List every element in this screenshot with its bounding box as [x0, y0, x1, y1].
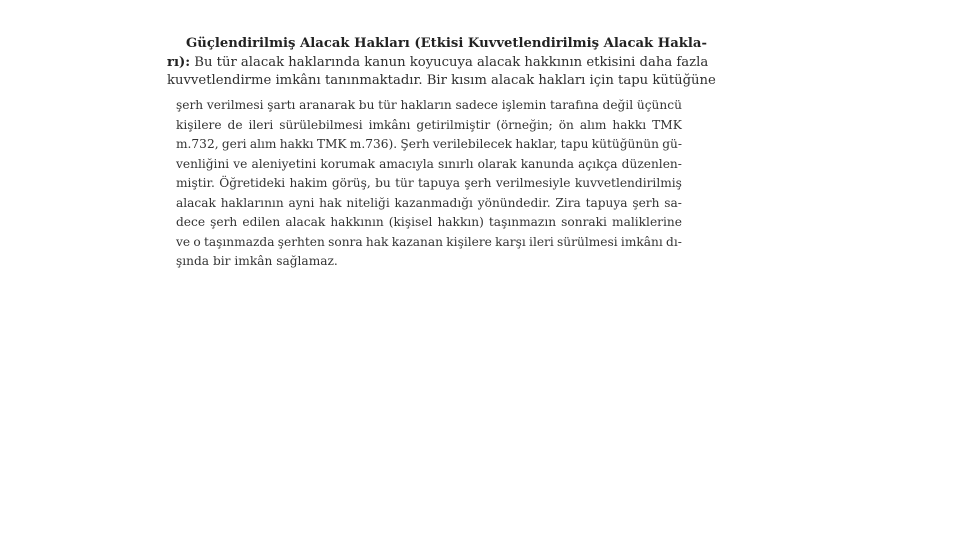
body-word: görüş, — [331, 176, 371, 190]
body-word: Öğretideki — [219, 176, 286, 190]
body-word: Şerh — [400, 137, 430, 151]
body-word: şerh — [632, 195, 660, 210]
body-word: miştir. — [176, 176, 215, 190]
body-word: imkân — [234, 254, 277, 268]
body-word: hakkının — [330, 215, 384, 229]
body-word: ayni — [288, 195, 315, 210]
body-word: venliğini — [176, 156, 230, 171]
body-line — [176, 155, 682, 175]
body-word: ve — [233, 156, 248, 171]
body-word: kişilere — [176, 117, 222, 132]
body-word: tarafına — [550, 98, 599, 112]
body-word: (örneğin; — [496, 117, 553, 132]
body-line — [176, 194, 682, 214]
body-word: dece — [176, 215, 206, 229]
body-word: düzenlen- — [621, 156, 682, 171]
body-word: Zira — [555, 195, 581, 210]
intro-line-2-text: Bu tür alacak haklarında kanun koyucuya alacak hakkının etkisini daha fazla — [190, 54, 709, 70]
body-word: işlemin — [501, 98, 547, 112]
body-word: tapu — [560, 137, 589, 151]
body-word: de — [227, 117, 243, 132]
body-word: dı- — [666, 234, 682, 249]
body-word: hak — [319, 195, 342, 210]
body-word: yönündedir. — [477, 195, 551, 210]
body-word: şında — [176, 254, 213, 268]
body-word: korumak — [320, 156, 375, 171]
body-word: sonraki — [561, 215, 607, 229]
body-word: o — [193, 234, 201, 249]
body-word: açıkça — [578, 156, 618, 171]
body-word: tür — [378, 98, 397, 112]
intro-paragraph — [167, 35, 716, 91]
body-word: sadece — [455, 98, 499, 112]
body-line — [176, 116, 682, 136]
body-word: m.732, — [176, 137, 219, 151]
body-word: kuvvetlendirilmiş — [574, 176, 682, 190]
body-word: ve — [176, 234, 191, 249]
body-word: TMK — [652, 117, 682, 132]
body-word: gü- — [662, 137, 682, 151]
body-line — [176, 135, 682, 155]
body-word: ön — [558, 117, 574, 132]
body-word: alım — [249, 137, 277, 151]
body-paragraph — [176, 96, 682, 272]
body-line — [176, 174, 682, 194]
body-word: hakim — [289, 176, 328, 190]
body-word: edilen — [242, 215, 281, 229]
body-word: kazanmadığı — [394, 195, 473, 210]
body-word: şerh — [176, 98, 204, 112]
body-line — [176, 252, 682, 272]
body-word: verilebilecek — [432, 137, 513, 151]
body-word: sonra — [328, 234, 363, 249]
body-word: alacak — [176, 195, 216, 210]
body-word: alacak — [285, 215, 326, 229]
intro-line-1 — [167, 35, 707, 54]
body-word: kütüğünün — [591, 137, 659, 151]
body-word: haklarının — [220, 195, 284, 210]
body-word: kazanan — [391, 234, 444, 249]
body-word: aranarak — [299, 98, 356, 112]
body-word: tapuya — [418, 176, 460, 190]
body-word: sürülmesi — [557, 234, 618, 249]
body-word: verilmesi — [206, 98, 264, 112]
body-word: taşınmazın — [488, 215, 557, 229]
body-word: hakkın) — [437, 215, 484, 229]
body-word: maliklerine — [612, 215, 682, 229]
body-word: geri — [221, 137, 247, 151]
body-word: hakkı — [279, 137, 314, 151]
body-word: bir — [212, 254, 235, 268]
body-word: değil — [602, 98, 634, 112]
body-word: şerh — [464, 176, 492, 190]
body-word: m.736). — [349, 137, 398, 151]
body-word: kanunda — [520, 156, 575, 171]
body-word: olarak — [477, 156, 517, 171]
body-line — [176, 233, 682, 253]
body-word: üçüncü — [636, 98, 682, 112]
body-word: sınırlı — [438, 156, 474, 171]
body-word: TMK — [316, 137, 347, 151]
body-word: haklar, — [515, 137, 558, 151]
body-word: verilmesiyle — [495, 176, 571, 190]
intro-line-2 — [167, 54, 709, 73]
body-line — [176, 213, 682, 233]
body-word: şartı — [267, 98, 296, 112]
body-word: hakların — [400, 98, 452, 112]
body-word: getirilmiştir — [416, 117, 491, 132]
body-word: imkânı — [368, 117, 411, 132]
body-word: hakkı — [612, 117, 647, 132]
body-word: karşı — [495, 234, 526, 249]
body-line — [176, 96, 682, 116]
body-word: ileri — [248, 117, 274, 132]
section-heading: Güçlendirilmiş Alacak Hakları (Etkisi Kuvvetlendirilmiş Alacak Hakla- — [186, 36, 707, 51]
body-word: kişilere — [446, 234, 492, 249]
body-word: tapuya — [585, 195, 628, 210]
body-word: imkânı — [620, 234, 663, 249]
intro-line-3: kuvvetlendirme imkânı tanınmaktadır. Bir kısım alacak hakları için tapu kütüğüne — [167, 73, 716, 89]
body-word: sa- — [664, 195, 682, 210]
body-word: sürülebilmesi — [279, 117, 363, 132]
body-word: niteliği — [346, 195, 390, 210]
section-heading-end: rı): — [167, 54, 191, 70]
body-word: bu — [358, 98, 375, 112]
body-word: (kişisel — [388, 215, 433, 229]
body-word: taşınmazda — [203, 234, 275, 249]
body-word: şerh — [210, 215, 238, 229]
body-word: bu — [375, 176, 391, 190]
body-word: aleniyetini — [251, 156, 317, 171]
body-word: şerhten — [277, 234, 325, 249]
body-word: tür — [395, 176, 414, 190]
body-word: alım — [579, 117, 607, 132]
body-word: amacıyla — [379, 156, 434, 171]
body-word: ileri — [529, 234, 554, 249]
body-word: sağlamaz. — [276, 254, 338, 268]
body-word: hak — [365, 234, 389, 249]
